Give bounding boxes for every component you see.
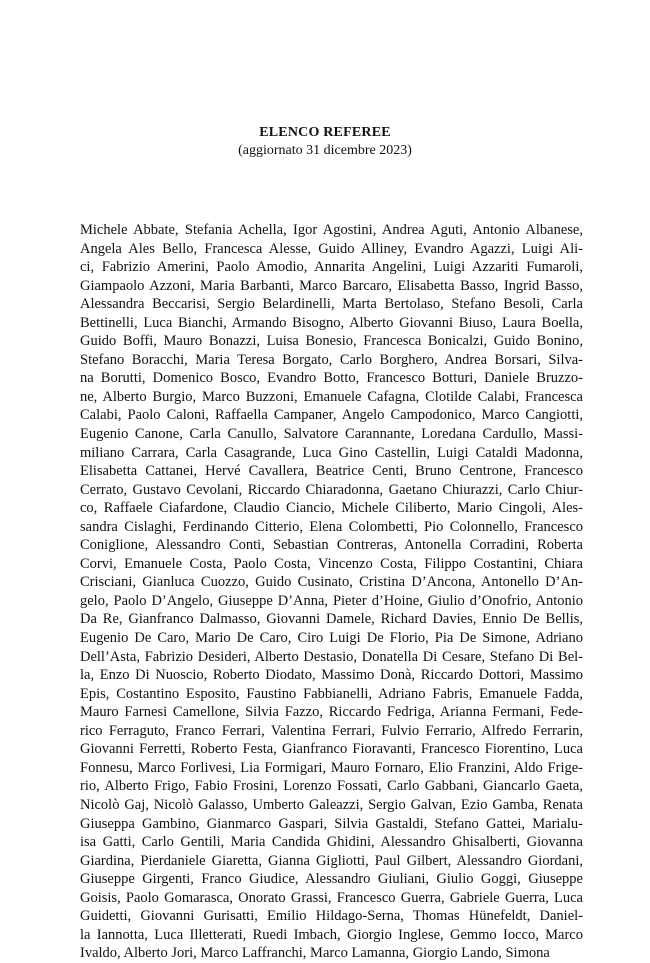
page-title: ELENCO REFEREE [259, 125, 391, 140]
text-line: Giuseppa Gambino, Gianmarco Gaspari, Silvia Gastaldi, Stefano Gattei, Marialu- [80, 815, 583, 832]
text-line: Cerrato, Gustavo Cevolani, Riccardo Chiaradonna, Gaetano Chiurazzi, Carlo Chiur- [80, 481, 583, 498]
text-line: Giampaolo Azzoni, Maria Barbanti, Marco Barcaro, Elisabetta Basso, Ingrid Basso, [80, 277, 583, 294]
text-line: Alessandra Beccarisi, Sergio Belardinelli, Marta Bertolaso, Stefano Besoli, Carla [80, 296, 583, 313]
text-line: Dell’Asta, Fabrizio Desideri, Alberto Destasio, Donatella Di Cesare, Stefano Di Bel- [80, 648, 583, 665]
text-line: Giardina, Pierdaniele Giaretta, Gianna Gigliotti, Paul Gilbert, Alessandro Giordani, [80, 852, 583, 869]
text-line: Elisabetta Cattanei, Hervé Cavallera, Beatrice Centi, Bruno Centrone, Francesco [80, 463, 583, 480]
text-line: isa Gatti, Carlo Gentili, Maria Candida Ghidini, Alessandro Ghisalberti, Giovanna [80, 834, 583, 851]
text-line: Coniglione, Alessandro Conti, Sebastian Contreras, Antonella Corradini, Roberta [80, 537, 583, 554]
text-line: Guido Boffi, Mauro Bonazzi, Luisa Bonesio, Francesca Bonicalzi, Guido Bonino, [80, 333, 583, 350]
text-line: Michele Abbate, Stefania Achella, Igor Agostini, Andrea Aguti, Antonio Albanese, [80, 222, 583, 238]
text-line: Mauro Farnesi Camellone, Silvia Fazzo, Riccardo Fedriga, Arianna Fermani, Fede- [80, 704, 583, 721]
text-line: Calabi, Paolo Caloni, Raffaella Campaner, Angelo Campodonico, Marco Cangiotti, [80, 407, 583, 424]
text-line: Nicolò Gaj, Nicolò Galasso, Umberto Galeazzi, Sergio Galvan, Ezio Gamba, Renata [80, 796, 583, 813]
text-line: rico Ferraguto, Franco Ferrari, Valentina Ferrari, Fulvio Ferrario, Alfredo Ferrarin, [80, 722, 583, 739]
text-line: Epis, Costantino Esposito, Faustino Fabbianelli, Adriano Fabris, Emanuele Fadda, [80, 685, 583, 702]
text-line: Goisis, Paolo Gomarasca, Onorato Grassi, Francesco Guerra, Gabriele Guerra, Luca [80, 889, 583, 906]
text-line: co, Raffaele Ciafardone, Claudio Ciancio, Michele Ciliberto, Mario Cingoli, Ales- [80, 500, 583, 517]
text-line: Giuseppe Girgenti, Franco Giudice, Alessandro Giuliani, Giulio Goggi, Giuseppe [80, 871, 583, 888]
text-line: ne, Alberto Burgio, Marco Buzzoni, Emanuele Cafagna, Clotilde Calabi, Francesca [80, 388, 583, 405]
text-line: Stefano Boracchi, Maria Teresa Borgato, Carlo Borghero, Andrea Borsari, Silva- [80, 351, 583, 368]
text-line: Angela Ales Bello, Francesca Alesse, Guido Alliney, Evandro Agazzi, Luigi Ali- [80, 240, 583, 257]
text-line: na Borutti, Domenico Bosco, Evandro Botto, Francesco Botturi, Daniele Bruzzo- [80, 370, 583, 387]
text-line: miliano Carrara, Carla Casagrande, Luca Gino Castellin, Luigi Cataldi Madonna, [80, 444, 583, 461]
text-line: Da Re, Gianfranco Dalmasso, Giovanni Damele, Richard Davies, Ennio De Bellis, [80, 611, 583, 628]
text-line: ci, Fabrizio Amerini, Paolo Amodio, Annarita Angelini, Luigi Azzariti Fumaroli, [80, 259, 583, 276]
referee-list [80, 221, 583, 963]
text-line: la Iannotta, Luca Illetterati, Ruedi Imbach, Giorgio Inglese, Gemmo Iocco, Marco [80, 926, 583, 943]
text-line: Bettinelli, Luca Bianchi, Armando Bisogno, Alberto Giovanni Biuso, Laura Boella, [80, 314, 583, 331]
text-line: Corvi, Emanuele Costa, Paolo Costa, Vincenzo Costa, Filippo Costantini, Chiara [80, 555, 583, 572]
text-line: gelo, Paolo D’Angelo, Giuseppe D’Anna, Pieter d’Hoine, Giulio d’Onofrio, Antonio [80, 592, 583, 609]
text-line: Crisciani, Gianluca Cuozzo, Guido Cusinato, Cristina D’Ancona, Antonello D’An- [80, 574, 583, 591]
text-line: Ivaldo, Alberto Jori, Marco Laffranchi, Marco Lamanna, Giorgio Lando, Simona [80, 945, 550, 962]
page-subtitle: (aggiornato 31 dicembre 2023) [238, 143, 412, 158]
text-line: Guidetti, Giovanni Gurisatti, Emilio Hildago-Serna, Thomas Hünefeldt, Daniel- [80, 908, 583, 925]
text-line: Fonnesu, Marco Forlivesi, Lia Formigari, Mauro Fornaro, Elio Franzini, Aldo Frige- [80, 759, 583, 776]
text-line: rio, Alberto Frigo, Fabio Frosini, Lorenzo Fossati, Carlo Gabbani, Giancarlo Gaeta, [80, 778, 583, 795]
text-line: Eugenio De Caro, Mario De Caro, Ciro Luigi De Florio, Pia De Simone, Adriano [80, 630, 583, 647]
text-line: sandra Cislaghi, Ferdinando Citterio, Elena Colombetti, Pio Colonnello, Francesco [80, 518, 583, 535]
text-line: Giovanni Ferretti, Roberto Festa, Gianfranco Fioravanti, Francesco Fiorentino, Luca [80, 741, 583, 758]
heading-block [0, 124, 650, 160]
text-line: Eugenio Canone, Carla Canullo, Salvatore Carannante, Loredana Cardullo, Massi- [80, 426, 583, 443]
text-line: la, Enzo Di Nuoscio, Roberto Diodato, Massimo Donà, Riccardo Dottori, Massimo [80, 667, 583, 684]
